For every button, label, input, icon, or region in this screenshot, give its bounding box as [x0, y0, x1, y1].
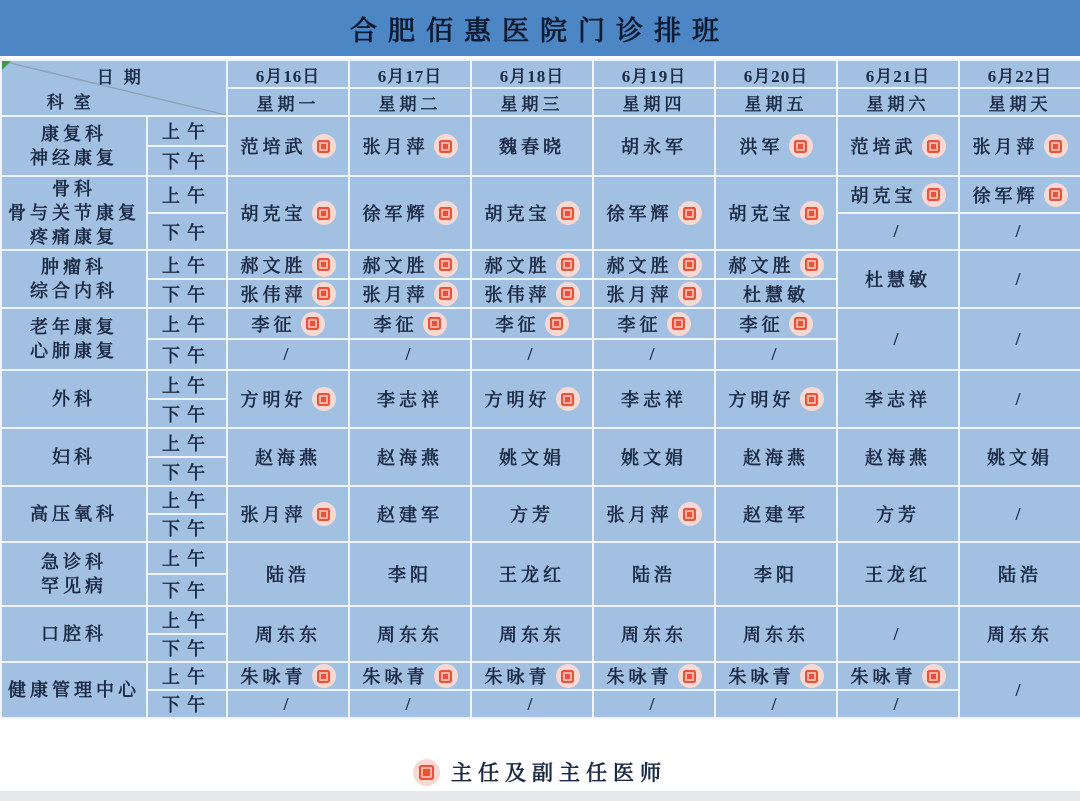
doctor-name: 范培武 [850, 137, 917, 157]
schedule-body [1, 60, 1080, 718]
doctor-name: 胡克宝 [240, 204, 307, 224]
department-cell [1, 428, 147, 486]
doctor-name: 李征 [739, 314, 784, 335]
department-cell [1, 250, 147, 308]
chief-physician-badge-icon [800, 387, 824, 411]
doctor-name: 朱咏青 [484, 667, 551, 687]
session-am-label: 上午 [147, 606, 227, 634]
chief-physician-badge-icon [423, 312, 447, 336]
dept-row-4-am [1, 370, 1080, 399]
doctor-cell [227, 279, 349, 308]
doctor-name: 郝文胜 [484, 255, 551, 276]
chief-physician-badge-icon [434, 253, 458, 277]
chief-physician-badge-icon [312, 253, 336, 277]
department-name-line: 疼痛康复 [30, 227, 118, 247]
chief-physician-badge-icon [800, 253, 824, 277]
doctor-name: / [1015, 328, 1025, 349]
doctor-cell [349, 542, 471, 606]
department-name-line: 罕见病 [41, 576, 107, 596]
doctor-cell [715, 542, 837, 606]
doctor-name: 周东东 [255, 625, 321, 645]
session-am-label: 上午 [147, 542, 227, 574]
empty-cell [959, 213, 1080, 250]
empty-cell [349, 690, 471, 718]
dept-row-8-am [1, 606, 1080, 634]
doctor-cell [593, 279, 715, 308]
doctor-cell [593, 542, 715, 606]
doctor-cell [227, 486, 349, 542]
weekday-header-5: 星期六 [837, 88, 959, 116]
doctor-cell [471, 250, 593, 279]
session-pm-label: 下午 [147, 146, 227, 176]
doctor-name: / [893, 693, 903, 714]
department-name-line: 肿瘤科 [41, 257, 107, 277]
doctor-name: 徐军辉 [362, 204, 429, 224]
dept-row-5-am [1, 428, 1080, 457]
doctor-name: 周东东 [743, 625, 809, 645]
doctor-cell [227, 542, 349, 606]
doctor-name: 徐军辉 [606, 204, 673, 224]
doctor-name: 方芳 [876, 505, 920, 525]
doctor-name: 魏春晓 [499, 137, 565, 157]
doctor-name: / [1015, 679, 1025, 700]
department-cell [1, 370, 147, 428]
date-header-5: 6月21日 [837, 60, 959, 88]
date-header-1: 6月17日 [349, 60, 471, 88]
doctor-cell [593, 428, 715, 486]
date-header-2: 6月18日 [471, 60, 593, 88]
dept-row-0-am [1, 116, 1080, 146]
doctor-name: / [893, 623, 903, 644]
doctor-name: / [1015, 388, 1025, 409]
dept-row-7-am [1, 542, 1080, 574]
session-am-label: 上午 [147, 486, 227, 514]
doctor-name: 方明好 [240, 390, 307, 410]
department-cell [1, 542, 147, 606]
doctor-name: 胡永军 [621, 137, 687, 157]
bottom-strip [0, 791, 1080, 801]
doctor-cell [471, 279, 593, 308]
doctor-name: 姚文娟 [987, 448, 1053, 468]
dept-row-6-am [1, 486, 1080, 514]
doctor-cell [837, 250, 959, 308]
doctor-cell [593, 116, 715, 176]
doctor-cell [227, 176, 349, 250]
doctor-cell [471, 428, 593, 486]
dept-row-9-pm [1, 690, 1080, 718]
date-header-6: 6月22日 [959, 60, 1080, 88]
doctor-cell [593, 176, 715, 250]
empty-cell [471, 339, 593, 370]
department-name-line: 骨与关节康复 [8, 203, 140, 223]
chief-physician-badge-icon [922, 664, 946, 688]
doctor-name: / [283, 693, 293, 714]
session-am-label: 上午 [147, 116, 227, 146]
doctor-cell [959, 606, 1080, 662]
empty-cell [959, 662, 1080, 718]
department-name-line: 骨科 [52, 179, 96, 199]
schedule-table [0, 59, 1080, 719]
empty-cell [837, 213, 959, 250]
empty-cell [593, 690, 715, 718]
doctor-name: 周东东 [621, 625, 687, 645]
doctor-cell [349, 428, 471, 486]
empty-cell [837, 606, 959, 662]
doctor-name: / [893, 328, 903, 349]
doctor-name: 方明好 [484, 390, 551, 410]
department-cell [1, 176, 147, 250]
dept-row-9-am [1, 662, 1080, 690]
department-name-line: 外科 [52, 389, 96, 409]
chief-physician-badge-icon [556, 201, 580, 225]
chief-physician-badge-icon [312, 134, 336, 158]
weekday-header-0: 星期一 [227, 88, 349, 116]
weekday-header-4: 星期五 [715, 88, 837, 116]
empty-cell [837, 690, 959, 718]
doctor-name: 张伟萍 [240, 284, 307, 305]
chief-physician-badge-icon [434, 134, 458, 158]
doctor-cell [227, 370, 349, 428]
chief-physician-badge-icon [922, 134, 946, 158]
doctor-name: 朱咏青 [728, 667, 795, 687]
department-name-line: 妇科 [52, 447, 96, 467]
empty-cell [471, 690, 593, 718]
dept-row-2-am [1, 250, 1080, 279]
department-cell [1, 486, 147, 542]
doctor-cell [349, 486, 471, 542]
doctor-cell [349, 662, 471, 690]
doctor-cell [593, 486, 715, 542]
doctor-cell [837, 486, 959, 542]
doctor-cell [715, 308, 837, 339]
doctor-name: 王龙红 [499, 565, 565, 585]
doctor-name: 赵海燕 [377, 448, 443, 468]
doctor-name: 赵海燕 [255, 448, 321, 468]
doctor-cell [715, 428, 837, 486]
session-am-label: 上午 [147, 308, 227, 339]
weekday-header-1: 星期二 [349, 88, 471, 116]
doctor-name: / [771, 693, 781, 714]
chief-physician-badge-icon [678, 201, 702, 225]
doctor-name: / [283, 344, 293, 364]
doctor-name: 张月萍 [972, 137, 1039, 157]
chief-physician-badge-icon [678, 253, 702, 277]
session-am-label: 上午 [147, 428, 227, 457]
page-title: 合肥佰惠医院门诊排班 [0, 0, 1080, 59]
doctor-name: 胡克宝 [728, 204, 795, 224]
chief-physician-badge-icon [312, 201, 336, 225]
session-am-label: 上午 [147, 176, 227, 213]
doctor-name: 张伟萍 [484, 284, 551, 305]
doctor-name: 赵建军 [743, 505, 809, 525]
doctor-cell [715, 279, 837, 308]
doctor-cell [471, 176, 593, 250]
doctor-name: / [527, 693, 537, 714]
doctor-name: 王龙红 [865, 565, 931, 585]
department-cell [1, 308, 147, 370]
doctor-name: / [405, 344, 415, 364]
doctor-name: 朱咏青 [362, 667, 429, 687]
doctor-cell [227, 606, 349, 662]
doctor-name: 赵建军 [377, 505, 443, 525]
doctor-name: 郝文胜 [606, 255, 673, 276]
doctor-name: 李征 [617, 314, 662, 335]
department-name-line: 老年康复 [30, 317, 118, 337]
doctor-name: / [1015, 503, 1025, 524]
doctor-name: 范培武 [240, 137, 307, 157]
empty-cell [349, 339, 471, 370]
doctor-name: 方明好 [728, 390, 795, 410]
weekday-header-6: 星期天 [959, 88, 1080, 116]
doctor-name: 胡克宝 [484, 204, 551, 224]
department-name-line: 口腔科 [41, 624, 107, 644]
empty-cell [593, 339, 715, 370]
chief-physician-badge-icon [1044, 134, 1068, 158]
doctor-name: 胡克宝 [850, 185, 917, 206]
session-am-label: 上午 [147, 662, 227, 690]
chief-physician-badge-icon [678, 282, 702, 306]
doctor-name: 杜慧敏 [865, 270, 931, 290]
doctor-name: 陆浩 [998, 565, 1042, 585]
doctor-cell [471, 116, 593, 176]
doctor-cell [227, 662, 349, 690]
doctor-cell [349, 308, 471, 339]
doctor-name: 李志祥 [377, 390, 443, 410]
doctor-cell [715, 116, 837, 176]
session-pm-label: 下午 [147, 574, 227, 606]
department-name-line: 综合内科 [30, 281, 118, 301]
empty-cell [959, 308, 1080, 370]
empty-cell [715, 339, 837, 370]
chief-physician-badge-icon [922, 183, 946, 207]
doctor-name: 郝文胜 [240, 255, 307, 276]
doctor-name: 朱咏青 [606, 667, 673, 687]
doctor-cell [959, 116, 1080, 176]
doctor-cell [471, 542, 593, 606]
chief-physician-badge-icon [556, 387, 580, 411]
doctor-cell [349, 176, 471, 250]
doctor-name: 杜慧敏 [743, 284, 809, 305]
doctor-cell [593, 370, 715, 428]
weekday-header-2: 星期三 [471, 88, 593, 116]
doctor-name: 张月萍 [240, 505, 307, 525]
doctor-cell [349, 250, 471, 279]
chief-physician-badge-icon [312, 664, 336, 688]
doctor-name: / [649, 693, 659, 714]
session-am-label: 上午 [147, 250, 227, 279]
doctor-cell [227, 116, 349, 176]
chief-physician-badge-icon [1044, 183, 1068, 207]
dept-row-1-am [1, 176, 1080, 213]
session-am-label: 上午 [147, 370, 227, 399]
doctor-cell [471, 308, 593, 339]
chief-physician-badge-icon [312, 282, 336, 306]
doctor-name: 张月萍 [362, 137, 429, 157]
empty-cell [227, 339, 349, 370]
doctor-cell [715, 662, 837, 690]
chief-physician-badge-icon [545, 312, 569, 336]
empty-cell [715, 690, 837, 718]
date-header-4: 6月20日 [715, 60, 837, 88]
date-header-0: 6月16日 [227, 60, 349, 88]
chief-physician-badge-icon [556, 664, 580, 688]
chief-physician-badge-icon [413, 759, 440, 786]
doctor-name: 李征 [251, 314, 296, 335]
doctor-name: / [1015, 268, 1025, 289]
doctor-name: 徐军辉 [972, 185, 1039, 206]
chief-physician-badge-icon [800, 201, 824, 225]
doctor-cell [959, 176, 1080, 213]
doctor-name: / [893, 221, 903, 241]
doctor-name: 赵海燕 [865, 448, 931, 468]
department-name-line: 急诊科 [41, 552, 107, 572]
doctor-cell [593, 662, 715, 690]
chief-physician-badge-icon [301, 312, 325, 336]
empty-cell [837, 308, 959, 370]
doctor-cell [837, 116, 959, 176]
dept-row-3-am [1, 308, 1080, 339]
header-row-dates [1, 60, 1080, 88]
doctor-cell [837, 428, 959, 486]
chief-physician-badge-icon [678, 664, 702, 688]
chief-physician-badge-icon [556, 282, 580, 306]
doctor-name: 周东东 [377, 625, 443, 645]
doctor-name: / [649, 344, 659, 364]
session-pm-label: 下午 [147, 634, 227, 662]
doctor-cell [593, 250, 715, 279]
doctor-cell [959, 542, 1080, 606]
doctor-name: / [405, 693, 415, 714]
chief-physician-badge-icon [312, 502, 336, 526]
doctor-name: / [527, 344, 537, 364]
empty-cell [959, 486, 1080, 542]
chief-physician-badge-icon [789, 134, 813, 158]
doctor-name: 陆浩 [266, 565, 310, 585]
chief-physician-badge-icon [800, 664, 824, 688]
doctor-cell [227, 308, 349, 339]
doctor-cell [349, 370, 471, 428]
session-pm-label: 下午 [147, 514, 227, 542]
doctor-cell [715, 176, 837, 250]
doctor-name: 李征 [373, 314, 418, 335]
doctor-cell [471, 606, 593, 662]
department-name-line: 心肺康复 [30, 341, 118, 361]
chief-physician-badge-icon [434, 282, 458, 306]
session-pm-label: 下午 [147, 457, 227, 486]
doctor-cell [837, 662, 959, 690]
chief-physician-badge-icon [667, 312, 691, 336]
doctor-name: / [771, 344, 781, 364]
doctor-name: 姚文娟 [621, 448, 687, 468]
empty-cell [959, 370, 1080, 428]
chief-physician-badge-icon [556, 253, 580, 277]
doctor-name: 李志祥 [865, 390, 931, 410]
doctor-name: 赵海燕 [743, 448, 809, 468]
doctor-name: 张月萍 [606, 505, 673, 525]
doctor-name: 洪军 [739, 137, 784, 157]
chief-physician-badge-icon [434, 664, 458, 688]
empty-cell [227, 690, 349, 718]
session-pm-label: 下午 [147, 279, 227, 308]
corner-department-label: 科室 [46, 93, 101, 112]
department-name-line: 康复科 [41, 124, 107, 144]
doctor-name: 张月萍 [362, 284, 429, 305]
doctor-cell [715, 250, 837, 279]
doctor-name: 李征 [495, 314, 540, 335]
corner-date-label: 日期 [96, 68, 151, 87]
doctor-name: 方芳 [510, 505, 554, 525]
doctor-cell [715, 370, 837, 428]
doctor-name: 郝文胜 [728, 255, 795, 276]
doctor-cell [837, 370, 959, 428]
session-pm-label: 下午 [147, 213, 227, 250]
doctor-name: 朱咏青 [850, 667, 917, 687]
session-pm-label: 下午 [147, 690, 227, 718]
doctor-cell [715, 486, 837, 542]
doctor-name: 周东东 [987, 625, 1053, 645]
legend-label: 主任及副主任医师 [451, 761, 667, 785]
doctor-cell [471, 486, 593, 542]
doctor-name: 李阳 [388, 565, 432, 585]
department-cell [1, 116, 147, 176]
corner-cell [1, 60, 227, 116]
doctor-cell [227, 250, 349, 279]
chief-physician-badge-icon [434, 201, 458, 225]
doctor-cell [471, 370, 593, 428]
doctor-name: 周东东 [499, 625, 565, 645]
doctor-name: / [1015, 221, 1025, 241]
doctor-cell [837, 176, 959, 213]
green-corner-marker-icon [2, 61, 11, 70]
session-pm-label: 下午 [147, 399, 227, 428]
department-cell [1, 662, 147, 718]
doctor-cell [837, 542, 959, 606]
doctor-cell [471, 662, 593, 690]
department-name-line: 神经康复 [30, 148, 118, 168]
doctor-cell [593, 606, 715, 662]
doctor-cell [715, 606, 837, 662]
department-name-line: 健康管理中心 [8, 680, 140, 700]
chief-physician-badge-icon [312, 387, 336, 411]
doctor-cell [349, 279, 471, 308]
empty-cell [959, 250, 1080, 308]
doctor-name: 李阳 [754, 565, 798, 585]
doctor-name: 张月萍 [606, 284, 673, 305]
legend [0, 753, 1080, 791]
doctor-name: 姚文娟 [499, 448, 565, 468]
chief-physician-badge-icon [789, 312, 813, 336]
department-name-line: 高压氧科 [30, 504, 118, 524]
doctor-cell [349, 606, 471, 662]
doctor-cell [959, 428, 1080, 486]
chief-physician-badge-icon [678, 502, 702, 526]
date-header-3: 6月19日 [593, 60, 715, 88]
weekday-header-3: 星期四 [593, 88, 715, 116]
doctor-cell [593, 308, 715, 339]
session-pm-label: 下午 [147, 339, 227, 370]
doctor-name: 朱咏青 [240, 667, 307, 687]
doctor-cell [227, 428, 349, 486]
doctor-name: 郝文胜 [362, 255, 429, 276]
doctor-name: 陆浩 [632, 565, 676, 585]
doctor-name: 李志祥 [621, 390, 687, 410]
doctor-cell [349, 116, 471, 176]
department-cell [1, 606, 147, 662]
